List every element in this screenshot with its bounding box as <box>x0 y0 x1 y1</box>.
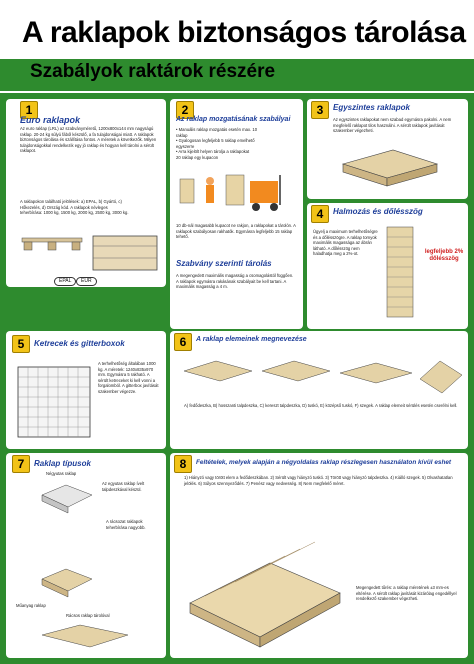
section-text: A) fedődeszka, B) hosszanti talpdeszka, C) kereszt talpdeszka, D) tuskó, E) középső tuskó, F) szegek. A raklap elemeit sérülés esetén cserélni kell. <box>184 403 458 408</box>
section-number: 6 <box>174 333 192 351</box>
gitterbox-illustration <box>12 359 96 445</box>
content-area <box>0 93 474 664</box>
section-euro-pallets <box>6 99 166 287</box>
section-pallet-moving <box>170 99 303 329</box>
section-text: • Manuális raklap mozgatás esetén max. 10 raklap • Gyalogosan legfeljebb 5 raklap emelhető egyszerre • Arra kijelölt helyen tárolja a raklapokat 20 raklap egy kupacon <box>176 127 258 160</box>
section-number: 5 <box>12 335 30 353</box>
section-cages <box>6 331 166 449</box>
single-pallet-illustration <box>333 144 443 194</box>
subsection-title: Szabvány szerinti tárolás <box>176 259 272 268</box>
section-title: Az raklap mozgatásának szabályai <box>176 116 291 123</box>
section-number: 2 <box>176 101 194 119</box>
subtitle-bar <box>0 55 474 91</box>
type-label-3: Rácsos raklap tárolóval <box>66 613 110 618</box>
section-text: 1) Hiányzó vagy törött elem a fedődeszkában. 2) Sérült vagy hiányzó tuskó. 3) Törött vagy hiányzó talpdeszka. 4) Kiálló szegek. 5) Olvashatatlan jelölés. 6) Súlyos szennyeződés. 7) Penész vagy nedvesség. 8) Nem megfelelő méret. <box>184 475 453 486</box>
section-text-3: A megengedett maximális magasság a csomagolástól függően. A raklapok egymásra rakásának szabályait be kell tartani. A maximális magasság a 4 m. <box>176 273 294 290</box>
grid-pallet-illustration <box>36 621 136 653</box>
page-title: A raklapok biztonságos tárolása <box>22 16 466 49</box>
section-text: Ügyelj a maximum terhelhetőségre és a dőlésszögre. A raklap tornyok maximális magassága az ábrán látható. A dőlésszög nem haladhatja meg a 2%-ot. <box>313 229 378 257</box>
pallet-damage-diagram <box>180 533 350 655</box>
section-number: 8 <box>174 455 192 473</box>
section-text: Az euro raklap (LRL) az szabványméretű, 1200x800x144 mm nagyságú raklap. 20-24 kg súlyú fából készülő, a fa tulajdonságai miatt. A raklapok biztonságos tárolása és szállítása fontos. A méretek a következők. Milyen tulajdonságokkal rendelkezik egy jó raklap és hogyan kell tárolni a sérült raklapot. <box>20 126 157 154</box>
section-pallet-conditions <box>170 453 468 658</box>
forklift-illustration <box>176 169 298 219</box>
section-title: Ketrecek és gitterboxok <box>34 339 125 348</box>
tilt-warning: legfeljebb 2% dőlésszög <box>424 249 464 262</box>
section-title: Egyszintes raklapok <box>333 103 410 112</box>
page-subtitle: Szabályok raktárok részére <box>30 61 276 82</box>
section-number: 7 <box>12 455 30 473</box>
section-title: Feltételek, melyek alapján a négyoldalas raklap részlegesen használaton kívül eshet <box>196 459 452 466</box>
section-number: 3 <box>311 101 329 119</box>
type-text-1: Az egyutas raklap ívelt talpdeszkával készül. <box>102 481 145 492</box>
section-title: A raklap elemeinek megnevezése <box>196 336 307 343</box>
wood-pallet-illustration <box>36 563 96 603</box>
section-text-2: Megengedett tűrés: a raklap méretének ±3 mm-es eltérése. A sérült raklap javítását kizárólag engedéllyel rendelkező szakember végezheti. <box>356 585 457 602</box>
epal-badge: EPAL <box>54 277 76 286</box>
type-label-1: Négyutas raklap <box>46 471 77 476</box>
section-title: Raklap típusok <box>34 459 91 468</box>
pallet-dimension-diagram <box>91 234 161 274</box>
stack-illustration <box>381 223 421 323</box>
section-title: Euro raklapok <box>20 115 81 125</box>
section-stacking <box>307 203 468 329</box>
section-number: 4 <box>311 205 329 223</box>
section-text: Az egyszintes raklapokat nem szabad egymásra pakolni. A nem megfelelő raklapot tilos használni. A sérült raklapok javítását szakember végezheti. <box>333 117 452 134</box>
section-text: A terhelhetőség általában 1000 kg. A méretek: 1240x835x970 mm. Egymásra 5 rakható. A sérült ketreceket ki kell vonni a forgalomból. A gitterbox javítását szakember végezze. <box>98 361 159 394</box>
section-text-2: 10 db-nál magasabb kupacot ne rakjon, a raklapokat a tárolón. A raklapok szabályosan rakhatók. Egymásra legfeljebb 15 raklap tehető. <box>176 223 296 240</box>
type-text-2: A rácsozat raklapok teherbírása nagyobb. <box>106 519 146 530</box>
section-single-level <box>307 99 468 199</box>
type-label-2: Műanyag raklap <box>16 603 46 608</box>
plastic-pallet-illustration <box>36 479 96 519</box>
pallet-parts-diagram <box>176 353 466 397</box>
section-title: Halmozás és dőlésszög <box>333 207 423 216</box>
eur-badge: EUR <box>76 277 97 286</box>
section-pallet-types <box>6 453 166 658</box>
section-number: 1 <box>20 101 38 119</box>
section-extra-text: A raklapokon található jelölések: a) EPAL, b) Gyártó, c) Hőkezelés, d) Ország kód. A raklapok névleges teherbírása: 1000 kg, 1500 kg, 2000 kg, 2500 kg, 3000 kg. <box>20 199 129 216</box>
pallet-side-diagram <box>20 234 86 256</box>
section-pallet-parts <box>170 331 468 449</box>
